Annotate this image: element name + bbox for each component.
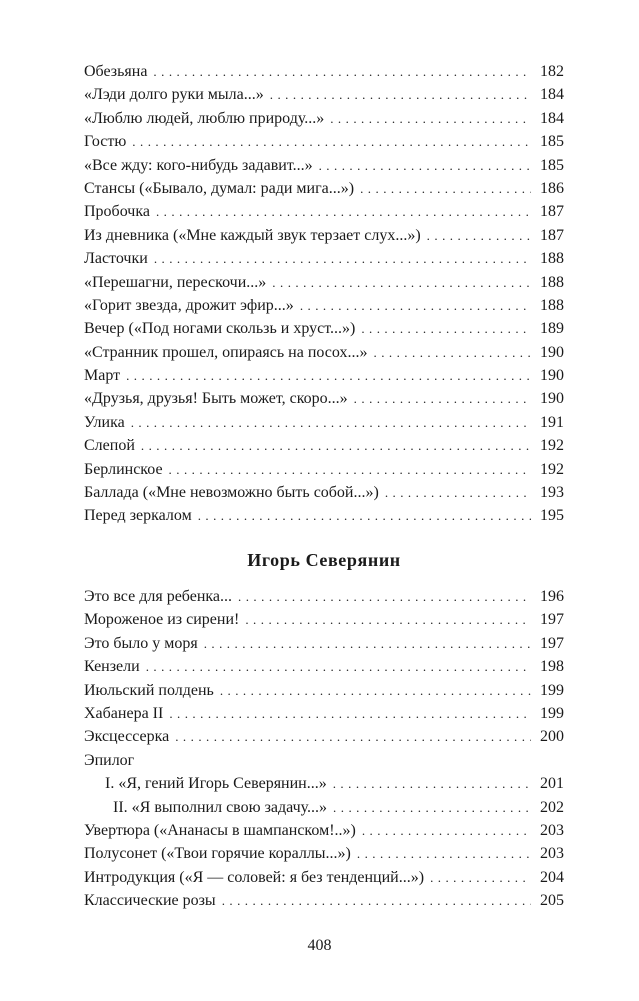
toc-entry [84,83,564,106]
toc-entry [84,608,564,631]
toc-entry-page: 200 [540,728,564,746]
toc-entry-title: «Перешагни, перескочи...» [84,273,267,291]
toc-entry-title: Март [84,367,121,385]
toc-entry-title: Улика [84,413,125,431]
toc-entry [84,317,564,340]
dot-leader [238,585,531,608]
toc-entry [84,725,564,748]
toc-entry [84,200,564,223]
toc-entry [84,224,564,247]
toc-entry-page: 184 [540,86,564,104]
toc-entry-title: Классические розы [84,892,216,910]
dot-leader [319,154,531,177]
toc-subentry [84,796,564,819]
toc-entry-title: «Лэди долго руки мыла...» [84,86,264,104]
toc-entry-page: 188 [540,250,564,268]
toc-entry-page: 193 [540,484,564,502]
toc-entry-title: Интродукция («Я — соловей: я без тенденций...») [84,868,425,886]
toc-entry-page: 201 [540,775,564,793]
dot-leader [362,819,531,842]
toc-entry [84,458,564,481]
dot-leader [430,866,531,889]
toc-entry [84,294,564,317]
toc-entry-title: Ласточки [84,250,148,268]
dot-leader [169,702,531,725]
toc-entry [84,481,564,504]
toc-entry-title: Эксцессерка [84,728,170,746]
toc-entry-title: «Горит звезда, дрожит эфир...» [84,296,294,314]
section-heading-author: Игорь Северянин [247,550,401,570]
toc-entry-title: Берлинское [84,460,163,478]
dot-leader [300,294,531,317]
toc-entry-page: 188 [540,296,564,314]
dot-leader [222,889,531,912]
dot-leader [153,60,531,83]
toc-entry-title: Мороженое из сирени! [84,611,240,629]
dot-leader [427,224,531,247]
toc-entry [84,632,564,655]
dot-leader [126,364,531,387]
toc-entry-page: 192 [540,437,564,455]
toc-entry [84,434,564,457]
toc-entry [84,679,564,702]
toc-entry-page: 186 [540,179,564,197]
toc-entry-title: Перед зеркалом [84,507,192,525]
toc-entry [84,60,564,83]
toc-entry-page: 187 [540,226,564,244]
dot-leader [385,481,531,504]
toc-entry [84,819,564,842]
dot-leader [333,796,531,819]
toc-entry [84,889,564,912]
toc-entry-title: Увертюра («Ананасы в шампанском!..») [84,821,356,839]
dot-leader [374,341,532,364]
dot-leader [220,679,531,702]
dot-leader [354,387,531,410]
dot-leader [154,247,531,270]
dot-leader [330,107,531,130]
toc-entry-title: Пробочка [84,203,150,221]
toc-entry-page: 197 [540,611,564,629]
toc-entry-title: Кензели [84,658,140,676]
dot-leader [175,725,531,748]
toc-entry [84,177,564,200]
toc-entry [84,702,564,725]
toc-section-2 [84,585,564,912]
toc-entry [84,341,564,364]
dot-leader [169,458,531,481]
toc-subentry [84,772,564,795]
dot-leader [198,504,531,527]
toc-entry [84,585,564,608]
toc-entry-title: Это было у моря [84,634,198,652]
toc-entry-page: 199 [540,681,564,699]
dot-leader [333,772,531,795]
toc-entry-page: 203 [540,845,564,863]
toc-entry-page: 190 [540,390,564,408]
toc-entry-page: 182 [540,63,564,80]
dot-leader [141,434,531,457]
toc-entry-title: I. «Я, гений Игорь Северянин...» [105,775,327,793]
toc-entry [84,842,564,865]
toc-entry-title: Эпилог [84,751,135,769]
dot-leader [156,200,531,223]
toc-entry-title: Хабанера II [84,704,164,722]
toc-entry [84,387,564,410]
dot-leader [272,271,531,294]
dot-leader [270,83,531,106]
dot-leader [357,842,531,865]
toc-entry [84,271,564,294]
toc-entry-title: Это все для ребенка... [84,588,233,605]
toc-entry-title: «Все жду: кого-нибудь задавит...» [84,156,313,174]
dot-leader [132,130,531,153]
toc-entry-page: 197 [540,634,564,652]
toc-entry-title: «Странник прошел, опираясь на посох...» [84,343,368,361]
toc-entry-page: 199 [540,704,564,722]
toc-entry [84,247,564,270]
toc-entry [84,504,564,527]
dot-leader [131,411,531,434]
toc-entry-page: 202 [540,798,564,816]
toc-entry [84,411,564,434]
toc-entry-page: 187 [540,203,564,221]
toc-entry-page: 195 [540,507,564,525]
dot-leader [361,317,531,340]
toc-entry-page: 189 [540,320,564,338]
toc-entry-page: 205 [540,892,564,910]
toc-entry-page: 184 [540,109,564,127]
toc-entry-title: Обезьяна [84,63,148,80]
toc-entry-page: 198 [540,658,564,676]
toc-entry-title: Стансы («Бывало, думал: ради мига...») [84,179,355,197]
toc-entry-title: Из дневника («Мне каждый звук терзает слух...») [84,226,421,244]
toc-entry-group [84,749,564,772]
toc-entry-title: Баллада («Мне невозможно быть собой...») [84,484,379,502]
dot-leader [204,632,531,655]
toc-entry [84,655,564,678]
toc-entry-title: Слепой [84,437,135,455]
dot-leader [146,655,531,678]
toc-entry-page: 190 [540,367,564,385]
toc-entry-title: Вечер («Под ногами скользь и хруст...») [84,320,356,338]
toc-entry [84,154,564,177]
toc-entry-page: 190 [540,343,564,361]
toc-entry-page: 196 [540,588,564,605]
toc-entry-page: 185 [540,133,564,151]
toc-entry [84,866,564,889]
toc-entry-title: Гостю [84,133,127,151]
toc-entry-page: 191 [540,413,564,431]
toc-entry-title: «Люблю людей, люблю природу...» [84,109,325,127]
toc-entry-page: 185 [540,156,564,174]
toc-entry-page: 204 [540,868,564,886]
toc-entry [84,107,564,130]
toc-entry-page: 203 [540,821,564,839]
toc-entry [84,130,564,153]
toc-entry [84,364,564,387]
toc-entry-page: 188 [540,273,564,291]
toc-entry-title: Полусонет («Твои горячие кораллы...») [84,845,351,863]
toc-entry-title: II. «Я выполнил свою задачу...» [113,798,328,816]
dot-leader [360,177,531,200]
toc-entry-page: 192 [540,460,564,478]
toc-section-1 [84,60,564,528]
toc-entry-title: Июльский полдень [84,681,214,699]
page-number: 408 [307,937,332,954]
dot-leader [245,608,531,631]
toc-entry-title: «Друзья, друзья! Быть может, скоро...» [84,390,348,408]
